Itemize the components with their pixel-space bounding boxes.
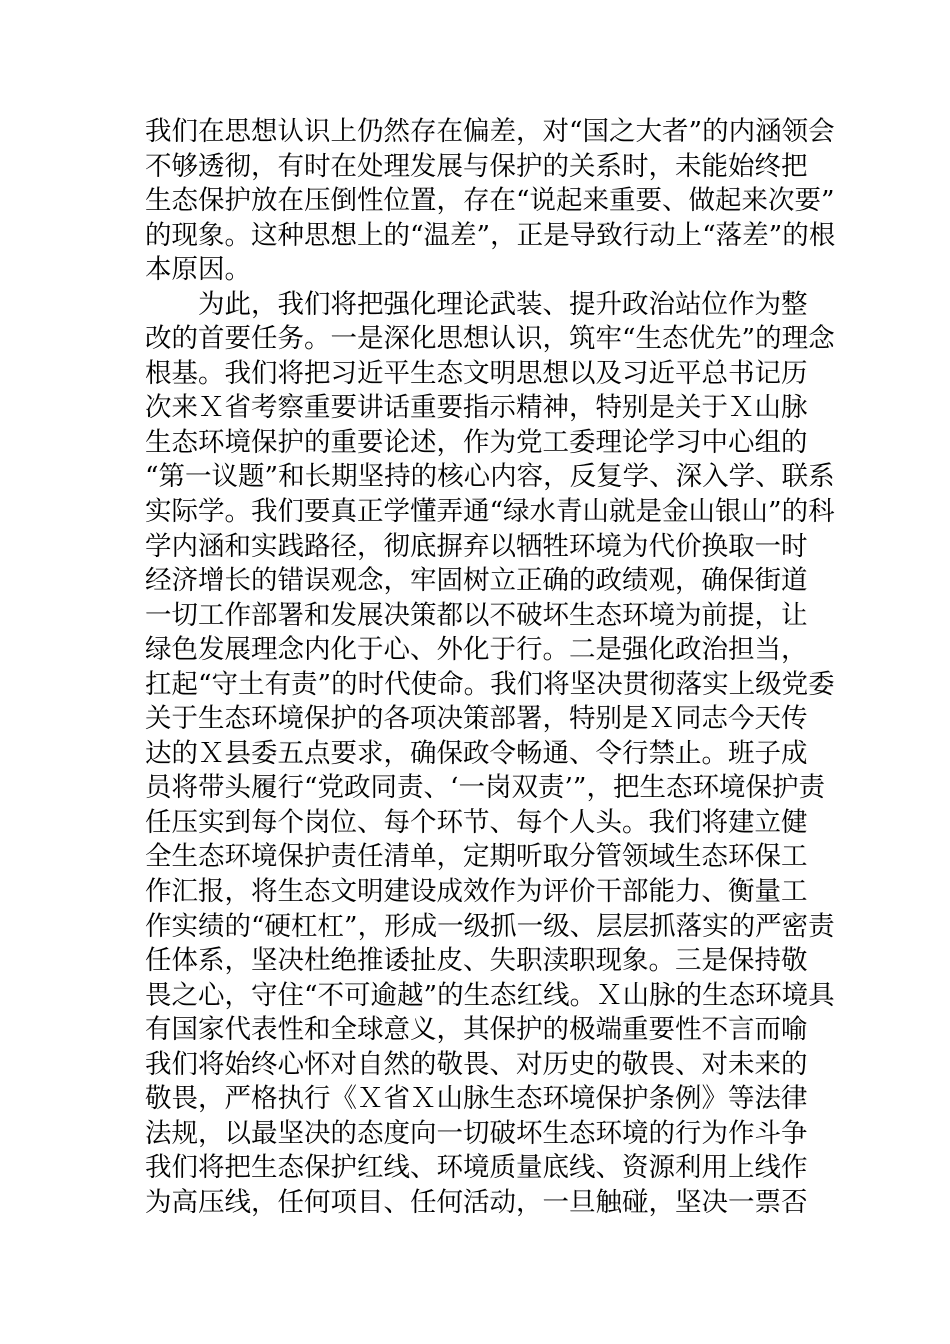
text-line: 我们将始终心怀对自然的敬畏、对历史的敬畏、对未来的 bbox=[145, 1048, 808, 1080]
text-line: 本原因。 bbox=[145, 254, 251, 286]
text-line: 作汇报，将生态文明建设成效作为评价干部能力、衡量工 bbox=[145, 876, 808, 908]
text-line: 经济增长的错误观念，牢固树立正确的政绩观，确保街道 bbox=[145, 565, 808, 597]
text-line: 不够透彻，有时在处理发展与保护的关系时，未能始终把 bbox=[145, 150, 808, 182]
text-line: 达的Ｘ县委五点要求，确保政令畅通、令行禁止。班子成 bbox=[145, 737, 808, 769]
text-line: 任压实到每个岗位、每个环节、每个人头。我们将建立健 bbox=[145, 806, 808, 838]
text-line: 畏之心，守住“不可逾越”的生态红线。Ｘ山脉的生态环境具 bbox=[145, 979, 835, 1011]
text-line: 我们将把生态保护红线、环境质量底线、资源利用上线作 bbox=[145, 1152, 808, 1184]
text-line: 一切工作部署和发展决策都以不破坏生态环境为前提，让 bbox=[145, 599, 808, 631]
text-line: 我们在思想认识上仍然存在偏差，对“国之大者”的内涵领会 bbox=[145, 116, 835, 147]
text-line: 学内涵和实践路径，彻底摒弃以牺牲环境为代价换取一时 bbox=[145, 530, 808, 562]
body-text bbox=[145, 115, 836, 1221]
text-line: 法规，以最坚决的态度向一切破坏生态环境的行为作斗争 bbox=[145, 1117, 808, 1149]
text-line: 作实绩的“硬杠杠”，形成一级抓一级、层层抓落实的严密责 bbox=[145, 910, 835, 942]
text-line: 实际学。我们要真正学懂弄通“绿水青山就是金山银山”的科 bbox=[145, 496, 835, 528]
text-line: 生态环境保护的重要论述，作为党工委理论学习中心组的 bbox=[145, 426, 808, 458]
text-line: “第一议题”和长期坚持的核心内容，反复学、深入学、联系 bbox=[145, 461, 835, 493]
text-line: 敬畏，严格执行《Ｘ省Ｘ山脉生态环境保护条例》等法律 bbox=[145, 1083, 808, 1115]
text-line: 根基。我们将把习近平生态文明思想以及习近平总书记历 bbox=[145, 357, 808, 389]
text-line: 全生态环境保护责任清单，定期听取分管领域生态环保工 bbox=[145, 841, 808, 873]
text-line: 有国家代表性和全球意义，其保护的极端重要性不言而喻 bbox=[145, 1014, 808, 1046]
text-line: 为高压线，任何项目、任何活动，一旦触碰，坚决一票否 bbox=[145, 1186, 808, 1218]
text-line: 员将带头履行“党政同责、‘一岗双责’”，把生态环境保护责 bbox=[145, 772, 825, 804]
text-line: 任体系，坚决杜绝推诿扯皮、失职渎职现象。三是保持敬 bbox=[145, 945, 808, 977]
paragraph-first-line: 为此，我们将把强化理论武装、提升政治站位作为整 bbox=[198, 288, 808, 320]
text-line: 扛起“守土有责”的时代使命。我们将坚决贯彻落实上级党委 bbox=[145, 668, 835, 700]
text-line: 的现象。这种思想上的“温差”，正是导致行动上“落差”的根 bbox=[145, 219, 836, 251]
text-line: 关于生态环境保护的各项决策部署，特别是Ｘ同志今天传 bbox=[145, 703, 808, 735]
text-line: 生态保护放在压倒性位置，存在“说起来重要、做起来次要” bbox=[145, 185, 835, 217]
text-line: 绿色发展理念内化于心、外化于行。二是强化政治担当， bbox=[145, 634, 808, 666]
text-line: 改的首要任务。一是深化思想认识，筑牢“生态优先”的理念 bbox=[145, 323, 835, 355]
text-line: 次来Ｘ省考察重要讲话重要指示精神，特别是关于Ｘ山脉 bbox=[145, 392, 808, 424]
